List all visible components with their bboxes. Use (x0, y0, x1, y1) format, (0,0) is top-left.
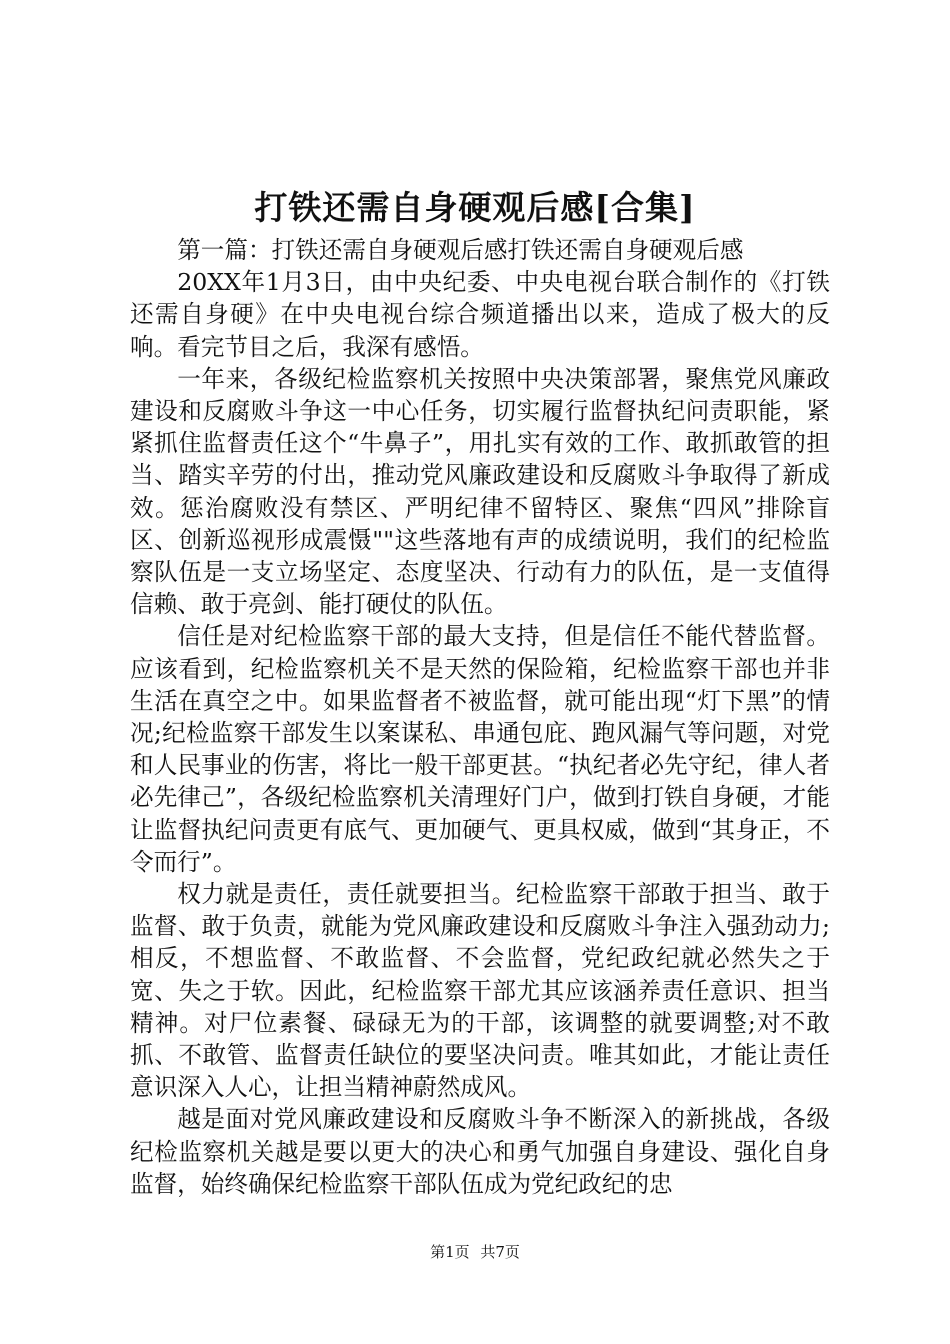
page-footer (0, 1242, 950, 1262)
paragraph: 20XX年1月3日，由中央纪委、中央电视台联合制作的《打铁还需自身硬》在中央电视台综合频道播出以来，造成了极大的反响。看完节目之后，我深有感悟。 (130, 268, 830, 361)
page-number: 第1页 (430, 1243, 470, 1261)
paragraph: 一年来，各级纪检监察机关按照中央决策部署，聚焦党风廉政建设和反腐败斗争这一中心任务，切实履行监督执纪问责职能，紧紧抓住监督责任这个“牛鼻子”，用扎实有效的工作、敢抓敢管的担当、踏实辛劳的付出，推动党风廉政建设和反腐败斗争取得了新成效。惩治腐败没有禁区、严明纪律不留特区、聚焦“四风”排除盲区、创新巡视形成震慑""这些落地有声的成绩说明，我们的纪检监察队伍是一支立场坚定、态度坚决、行动有力的队伍，是一支值得信赖、敢于亮剑、能打硬仗的队伍。 (130, 364, 830, 619)
document-title: 打铁还需自身硬观后感[合集] (254, 188, 696, 227)
paragraph-heading: 第一篇：打铁还需自身硬观后感打铁还需自身硬观后感 (177, 236, 744, 264)
document-body (130, 234, 830, 1200)
paragraph: 权力就是责任，责任就要担当。纪检监察干部敢于担当、敢于监督、敢于负责，就能为党风廉政建设和反腐败斗争注入强劲动力;相反，不想监督、不敢监督、不会监督，党纪政纪就必然失之于宽、失之于软。因此，纪检监察干部尤其应该涵养责任意识、担当精神。对尸位素餐、碌碌无为的干部，该调整的就要调整;对不敢抓、不敢管、监督责任缺位的要坚决问责。唯其如此，才能让责任意识深入人心，让担当精神蔚然成风。 (130, 880, 830, 1102)
paragraph: 信任是对纪检监察干部的最大支持，但是信任不能代替监督。应该看到，纪检监察机关不是天然的保险箱，纪检监察干部也并非生活在真空之中。如果监督者不被监督，就可能出现“灯下黑”的情况;纪检监察干部发生以案谋私、串通包庇、跑风漏气等问题，对党和人民事业的伤害，将比一般干部更甚。“执纪者必先守纪，律人者必先律己”，各级纪检监察机关清理好门户，做到打铁自身硬，才能让监督执纪问责更有底气、更加硬气、更具权威，做到“其身正，不令而行”。 (130, 622, 830, 876)
paragraph: 越是面对党风廉政建设和反腐败斗争不断深入的新挑战，各级纪检监察机关越是要以更大的决心和勇气加强自身建设、强化自身监督，始终确保纪检监察干部队伍成为党纪政纪的忠 (130, 1105, 830, 1198)
page-total: 共7页 (480, 1243, 520, 1261)
